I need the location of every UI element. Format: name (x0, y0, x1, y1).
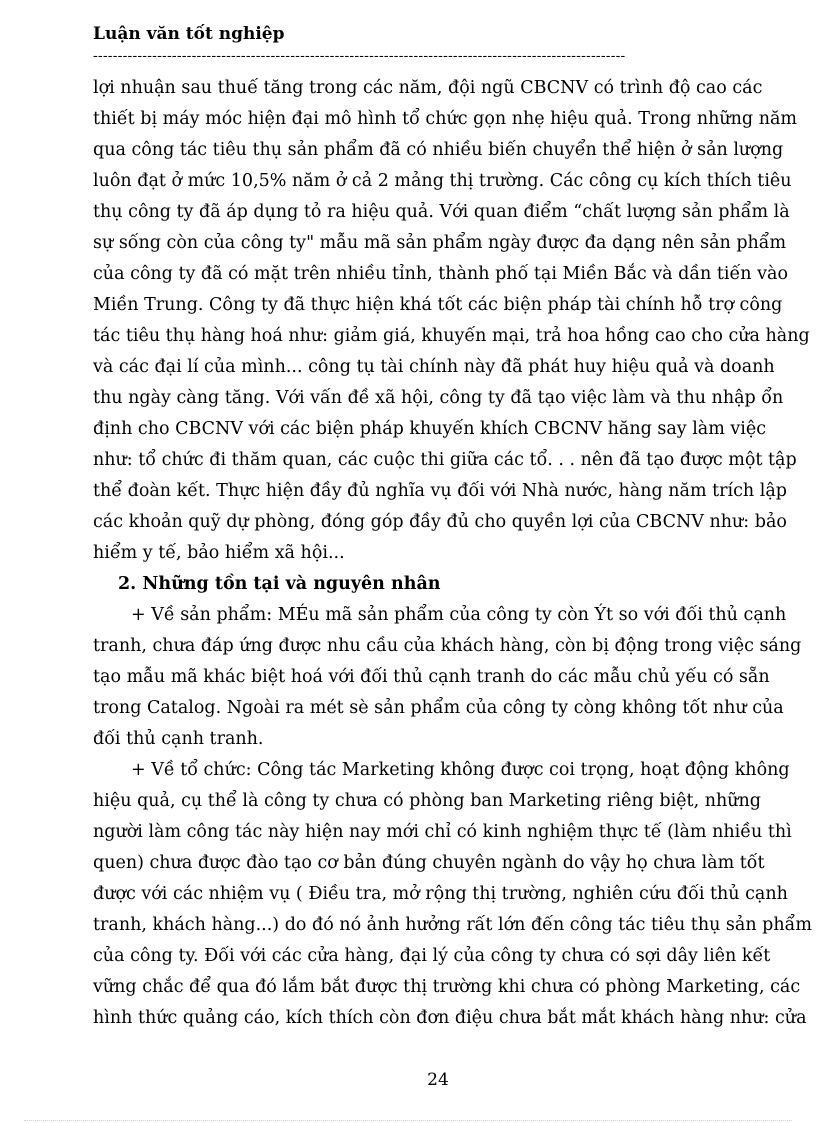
text-line: người làm công tác này hiện nay mới chỉ có kinh nghiệm thực tế (làm nhiều thì (93, 822, 792, 842)
text-line: và các đại lí của mình... công tụ tài chính này đã phát huy hiệu quả và doanh (93, 357, 775, 377)
text-line: như: tổ chức đi thăm quan, các cuộc thi giữa các tổ. . . nên đã tạo được một tập (93, 450, 797, 470)
text-line: trong Catalog. Ngoài ra mét sè sản phẩm của công ty còng không tốt như của (93, 698, 784, 718)
header-separator: ------------------------------------------------------------------------------------------------------------ (93, 48, 626, 64)
text-line: hiệu quả, cụ thể là công ty chưa có phòng ban Marketing riêng biệt, những (93, 791, 761, 811)
text-line: đối thủ cạnh tranh. (93, 729, 264, 749)
text-line: quen) chưa được đào tạo cơ bản đúng chuyên ngành do vậy họ chưa làm tốt (93, 853, 765, 873)
text-line: hiểm y tế, bảo hiểm xã hội... (93, 543, 345, 563)
text-line: lợi nhuận sau thuế tăng trong các năm, đội ngũ CBCNV có trình độ cao các (93, 78, 763, 98)
text-line: tranh, chưa đáp ứng được nhu cầu của khách hàng, còn bị động trong việc sáng (93, 636, 802, 656)
page-number: 24 (427, 1070, 449, 1090)
text-line: thu ngày càng tăng. Với vấn đề xã hội, công ty đã tạo việc làm và thu nhập ổn (93, 388, 784, 408)
running-header: Luận văn tốt nghiệp (93, 24, 285, 44)
text-line: tranh, khách hàng...) do đó nó ảnh hưởng rất lớn đến công tác tiêu thụ sản phẩm (93, 915, 812, 935)
text-line: của công ty đã có mặt trên nhiều tỉnh, thành phố tại Miền Bắc và dần tiến vào (93, 264, 788, 284)
text-line: + Về tổ chức: Công tác Marketing không được coi trọng, hoạt động không (131, 760, 790, 780)
footer-divider (24, 1120, 792, 1121)
text-line: của công ty. Đối với các cửa hàng, đại lý của công ty chưa có sợi dây liên kết (93, 946, 771, 966)
text-line: Miền Trung. Công ty đã thực hiện khá tốt các biện pháp tài chính hỗ trợ công (93, 295, 783, 315)
text-line: sự sống còn của công ty" mẫu mã sản phẩm ngày được đa dạng nên sản phẩm (93, 233, 787, 253)
text-line: định cho CBCNV với các biện pháp khuyến khích CBCNV hăng say làm việc (93, 419, 767, 439)
text-line: luôn đạt ở mức 10,5% năm ở cả 2 mảng thị trường. Các công cụ kích thích tiêu (93, 171, 792, 191)
text-line: thể đoàn kết. Thực hiện đầy đủ nghĩa vụ đối với Nhà nước, hàng năm trích lập (93, 481, 787, 501)
text-line: các khoản quỹ dự phòng, đóng góp đầy đủ cho quyền lợi của CBCNV như: bảo (93, 512, 787, 532)
text-line: qua công tác tiêu thụ sản phẩm đã có nhiều biến chuyển thể hiện ở sản lượng (93, 140, 784, 160)
text-line: được với các nhiệm vụ ( Điều tra, mở rộng thị trường, nghiên cứu đối thủ cạnh (93, 884, 788, 904)
text-line: tạo mẫu mã khác biệt hoá với đối thủ cạnh tranh do các mẫu chủ yếu có sẵn (93, 667, 770, 687)
text-line: + Về sản phẩm: MÉu mã sản phẩm của công ty còn Ýt so với đối thủ cạnh (131, 605, 787, 625)
section-heading: 2. Những tồn tại và nguyên nhân (118, 574, 441, 594)
text-line: vững chắc để qua đó lắm bắt được thị trường khi chưa có phòng Marketing, các (93, 977, 801, 997)
text-line: thụ công ty đã áp dụng tỏ ra hiệu quả. Với quan điểm “chất lượng sản phẩm là (93, 202, 790, 222)
text-line: hình thức quảng cáo, kích thích còn đơn điệu chưa bắt mắt khách hàng như: cửa (93, 1008, 807, 1028)
text-line: tác tiêu thụ hàng hoá như: giảm giá, khuyến mại, trả hoa hồng cao cho cửa hàng (93, 326, 810, 346)
text-line: thiết bị máy móc hiện đại mô hình tổ chức gọn nhẹ hiệu quả. Trong những năm (93, 109, 797, 129)
